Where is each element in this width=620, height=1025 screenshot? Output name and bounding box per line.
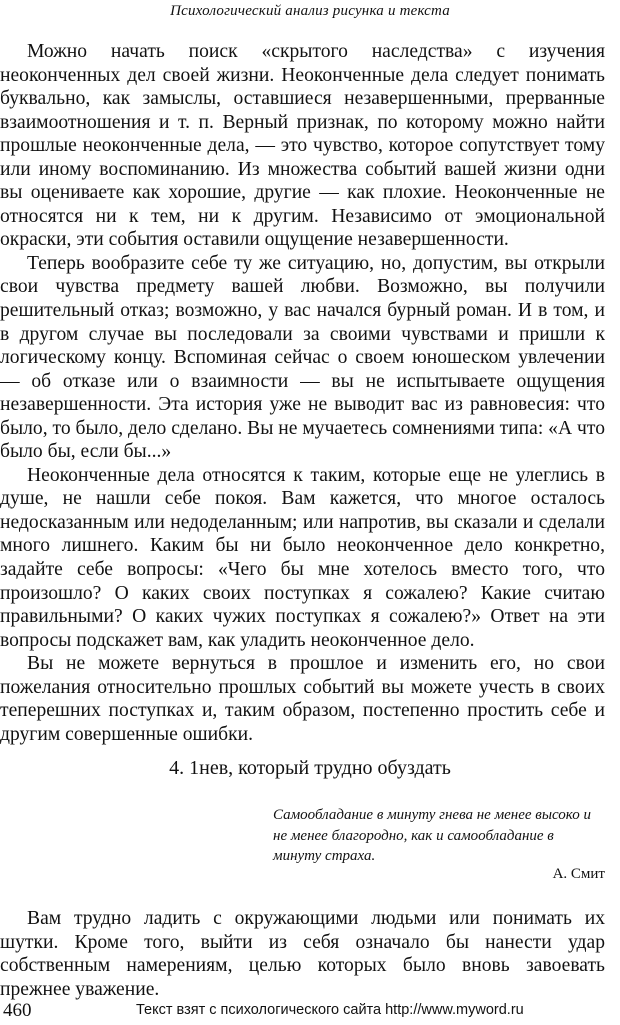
body-text-section-2 — [0, 907, 605, 1001]
paragraph: Теперь вообразите себе ту же ситуацию, но, допустим, вы открыли свои чувства предмету вашей любви. Возможно, вы получили решительный отказ; возможно, у вас начался бурный роман. И в том, и в другом случае вы последовали за своими чувствами и пришли к логическому концу. Вспоминая сейчас о своем юношеском увлечении — об отказе или о взаимности — вы не испытываете ощущения незавершенности. Эта история уже не выводит вас из равновесия: что было, то было, дело сделано. Вы не мучаетесь сомнениями типа: «А что было бы, если бы...» — [0, 252, 605, 463]
paragraph: Неоконченные дела относятся к таким, которые еще не улеглись в душе, не нашли себе покоя. Вам кажется, что многое осталось недосказанным или недоделанным; или напротив, вы сказали и сделали много лишнего. Каким бы ни было неоконченное дело конкретно, задайте себе вопросы: «Чего бы мне хотелось вместо того, что произошло? О каких своих поступках я сожалею? Какие считаю правильными? О каких чужих поступках я сожалею?» Ответ на эти вопросы подскажет вам, как уладить неоконченное дело. — [0, 464, 605, 651]
body-text-section-1 — [0, 40, 605, 746]
chapter-title: 4. 1нев, который трудно обуздать — [169, 757, 451, 779]
running-head: Психологический анализ рисунка и текста — [170, 3, 450, 19]
epigraph-text: Самообладание в минуту гнева не менее высоко и не менее благородно, как и самообладание в минуту страха. — [273, 807, 591, 864]
page-number: 460 — [3, 1000, 32, 1021]
paragraph: Вы не можете вернуться в прошлое и изменить его, но свои пожелания относительно прошлых событий вы можете учесть в своих теперешних поступках и, таким образом, постепенно простить себе и другим совершенные ошибки. — [0, 653, 605, 745]
paragraph: Можно начать поиск «скрытого наследства» с изучения неоконченных дел своей жизни. Неоконченные дела следует понимать буквально, как замыслы, оставшиеся незавершенными, прерванные взаимоотношения и т. п. Верный признак, по которому можно найти прошлые неоконченные дела, — это чувство, которое сопутствует тому или иному воспоминанию. Из множества событий вашей жизни одни вы оцениваете как хорошие, другие — как плохие. Неоконченные не относятся ни к тем, ни к другим. Независимо от эмоциональной окраски, эти события оставили ощущение незавершенности. — [0, 41, 605, 251]
epigraph-author: А. Смит — [552, 866, 605, 882]
footer-source-note: Текст взят с психологического сайта http://www.myword.ru — [136, 1002, 524, 1018]
paragraph: Вам трудно ладить с окружающими людьми или понимать их шутки. Кроме того, выйти из себя означало бы нанести удар собственным намерениям, целью которых было вновь завоевать прежнее уважение. — [0, 908, 605, 1000]
